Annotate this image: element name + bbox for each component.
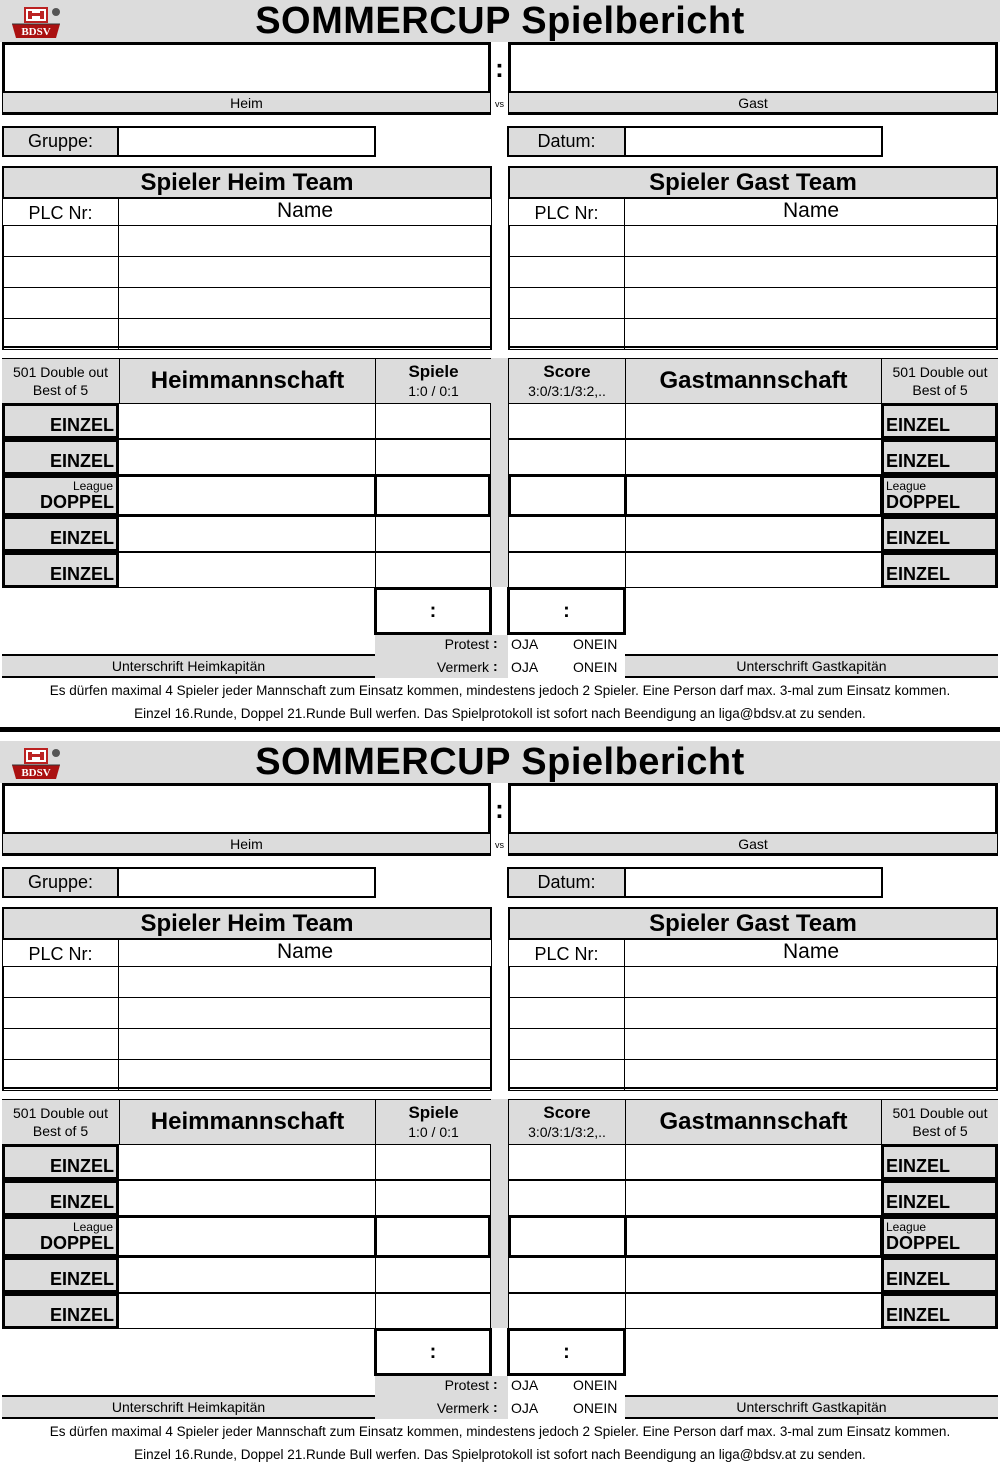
vermerk-no-option[interactable]: ONEIN [573, 659, 618, 675]
score-title: Score [543, 1102, 591, 1122]
datum-field[interactable] [624, 126, 883, 157]
match-type: EINZEL [886, 564, 951, 584]
home-match-player-cell[interactable] [117, 439, 376, 475]
vermerk-label: Vermerk [436, 1400, 489, 1416]
match-type: DOPPEL [39, 492, 114, 512]
home-player-name-cell[interactable] [118, 1028, 492, 1060]
home-players-header: Spieler Heim Team [2, 166, 492, 199]
guest-match-player-cell[interactable] [625, 1293, 882, 1329]
guest-match-player-cell[interactable] [625, 403, 882, 439]
form-title: SOMMERCUP Spielbericht [255, 0, 745, 42]
match-type: EINZEL [49, 451, 114, 471]
match-type: EINZEL [886, 1156, 951, 1176]
guest-format-label [881, 358, 998, 403]
guest-plc-header: PLC Nr: [508, 198, 625, 226]
middle-separator [491, 358, 508, 587]
guest-match-type-label [881, 439, 998, 475]
home-match-type-label [2, 403, 119, 439]
home-games-cell[interactable] [375, 403, 491, 439]
home-games-cell[interactable] [375, 1257, 491, 1293]
guest-player-name-cell[interactable] [624, 256, 998, 288]
home-player-name-cell[interactable] [118, 966, 492, 998]
match-type: EINZEL [49, 1269, 114, 1289]
datum-field[interactable] [624, 867, 883, 898]
format-line1: 501 Double out [13, 363, 108, 380]
home-match-player-cell[interactable] [117, 1144, 376, 1180]
guest-match-player-cell[interactable] [625, 1180, 882, 1216]
home-player-plc-cell[interactable] [2, 225, 119, 257]
home-player-plc-cell[interactable] [2, 1028, 119, 1060]
league-label: League [72, 479, 113, 493]
heim-label: Heim [2, 833, 491, 856]
match-type: EINZEL [49, 528, 114, 548]
gastmannschaft-header: Gastmannschaft [625, 1099, 881, 1144]
home-players-header: Spieler Heim Team [2, 907, 492, 940]
guest-match-type-label [881, 1257, 998, 1293]
gruppe-field[interactable] [117, 867, 376, 898]
guest-score-cell[interactable] [508, 1144, 626, 1180]
guest-format-label [881, 1099, 998, 1144]
guest-match-player-cell[interactable] [625, 439, 882, 475]
format-line2: Best of 5 [912, 1122, 968, 1139]
home-match-type-label [2, 1144, 119, 1180]
guest-player-plc-cell[interactable] [508, 966, 625, 998]
team-separator-colon: : [495, 793, 504, 824]
home-games-cell[interactable] [375, 1216, 491, 1257]
spiele-header [375, 358, 491, 403]
format-line2: Best of 5 [32, 381, 89, 398]
guest-match-player-cell[interactable] [625, 1216, 882, 1257]
guest-score-cell[interactable] [508, 403, 626, 439]
guest-match-type-label [881, 516, 998, 552]
home-signature-label: Unterschrift Heimkapitän [2, 1397, 375, 1419]
total-colon: : [563, 1340, 570, 1363]
home-team-name-field[interactable] [2, 42, 491, 94]
match-type: EINZEL [49, 1192, 114, 1212]
protest-label: Protest [444, 1377, 489, 1393]
gruppe-field[interactable] [117, 126, 376, 157]
guest-player-plc-cell[interactable] [508, 1028, 625, 1060]
home-player-plc-cell[interactable] [2, 997, 119, 1029]
home-match-player-cell[interactable] [117, 516, 376, 552]
guest-player-plc-cell[interactable] [508, 225, 625, 257]
score-header [508, 1099, 625, 1144]
home-games-cell[interactable] [375, 516, 491, 552]
home-match-type-label [2, 552, 119, 588]
protest-label: Protest [444, 636, 489, 652]
match-type: EINZEL [886, 1305, 951, 1325]
home-team-name-field[interactable] [2, 783, 491, 835]
guest-team-name-field[interactable] [508, 783, 998, 835]
protest-yes-option[interactable]: OJA [511, 1377, 539, 1393]
heim-label: Heim [2, 92, 491, 115]
guest-player-plc-cell[interactable] [508, 256, 625, 288]
guest-match-type-label [881, 403, 998, 439]
guest-score-cell[interactable] [508, 1216, 626, 1257]
vermerk-no-option[interactable]: ONEIN [573, 1400, 618, 1416]
vermerk-colon: : [493, 658, 498, 674]
format-line2: Best of 5 [32, 1122, 89, 1139]
guest-name-header: Name [624, 939, 998, 967]
spiele-title: Spiele [408, 361, 459, 381]
guest-score-cell[interactable] [508, 516, 626, 552]
guest-players-header: Spieler Gast Team [508, 907, 998, 940]
home-match-player-cell[interactable] [117, 1216, 376, 1257]
vermerk-label: Vermerk [436, 659, 489, 675]
league-label: League [886, 1220, 927, 1234]
home-name-header: Name [118, 198, 492, 226]
match-type: EINZEL [886, 1269, 951, 1289]
vermerk-yes-option[interactable]: OJA [511, 1400, 539, 1416]
home-games-cell[interactable] [375, 552, 491, 588]
form-title: SOMMERCUP Spielbericht [255, 740, 745, 783]
home-match-player-cell[interactable] [117, 403, 376, 439]
home-games-cell[interactable] [375, 1180, 491, 1216]
total-colon: : [563, 599, 570, 622]
score-sub: 3:0/3:1/3:2,.. [528, 382, 606, 399]
home-total-field[interactable] [374, 1328, 492, 1376]
home-games-cell[interactable] [375, 1293, 491, 1329]
guest-player-plc-cell[interactable] [508, 997, 625, 1029]
datum-label: Datum: [507, 867, 626, 898]
spiele-sub: 1:0 / 0:1 [408, 1123, 459, 1140]
gast-label: Gast [508, 833, 998, 856]
guest-players-header: Spieler Gast Team [508, 166, 998, 199]
guest-match-type-label [881, 552, 998, 588]
heimmannschaft-header: Heimmannschaft [119, 1099, 375, 1144]
league-label: League [72, 1220, 113, 1234]
rules-line-1: Es dürfen maximal 4 Spieler jeder Mannschaft zum Einsatz kommen, mindestens jedoch 2 Spieler. Eine Person darf max. 3-mal zum Einsatz kommen. [49, 682, 951, 698]
guest-player-plc-cell[interactable] [508, 287, 625, 319]
vermerk-colon: : [493, 1399, 498, 1415]
home-match-type-label [2, 439, 119, 475]
match-report-form [0, 741, 1000, 1468]
home-match-player-cell[interactable] [117, 475, 376, 516]
guest-match-type-label [881, 475, 998, 516]
middle-separator [491, 1099, 508, 1328]
svg-text:BDSV: BDSV [21, 26, 51, 38]
match-type: EINZEL [49, 1156, 114, 1176]
guest-score-cell[interactable] [508, 1257, 626, 1293]
home-total-field[interactable] [374, 587, 492, 635]
home-plc-header: PLC Nr: [2, 939, 119, 967]
home-match-player-cell[interactable] [117, 552, 376, 588]
protest-no-option[interactable]: ONEIN [573, 1377, 618, 1393]
home-player-name-cell[interactable] [118, 225, 492, 257]
guest-signature-label: Unterschrift Gastkapitän [625, 1397, 998, 1419]
guest-team-name-field[interactable] [508, 42, 998, 94]
home-games-cell[interactable] [375, 1144, 491, 1180]
guest-total-field[interactable] [507, 587, 626, 635]
guest-player-name-cell[interactable] [624, 225, 998, 257]
format-line1: 501 Double out [892, 1104, 988, 1121]
guest-name-header: Name [624, 198, 998, 226]
protest-colon: : [493, 635, 498, 651]
match-type: DOPPEL [886, 492, 961, 512]
guest-match-type-label [881, 1216, 998, 1257]
gruppe-label: Gruppe: [2, 126, 119, 157]
match-type: EINZEL [49, 564, 114, 584]
format-line1: 501 Double out [892, 363, 988, 380]
match-type: EINZEL [49, 1305, 114, 1325]
guest-signature-label: Unterschrift Gastkapitän [625, 656, 998, 678]
total-colon: : [429, 599, 437, 622]
guest-score-cell[interactable] [508, 552, 626, 588]
total-colon: : [429, 1340, 437, 1363]
home-plc-header: PLC Nr: [2, 198, 119, 226]
league-label: League [886, 479, 927, 493]
home-match-player-cell[interactable] [117, 1257, 376, 1293]
home-player-name-cell[interactable] [118, 997, 492, 1029]
home-games-cell[interactable] [375, 475, 491, 516]
home-match-type-label [2, 475, 119, 516]
vs-label: vs [495, 98, 504, 109]
match-report-form [0, 0, 1000, 727]
rules-line-2: Einzel 16.Runde, Doppel 21.Runde Bull werfen. Das Spielprotokoll ist sofort nach Beendigung an liga@bdsv.at zu senden. [134, 705, 866, 721]
gastmannschaft-header: Gastmannschaft [625, 358, 881, 403]
guest-plc-header: PLC Nr: [508, 939, 625, 967]
guest-match-type-label [881, 1293, 998, 1329]
team-separator-colon: : [495, 52, 504, 83]
spiele-sub: 1:0 / 0:1 [408, 382, 459, 399]
match-type: EINZEL [886, 528, 951, 548]
match-type: DOPPEL [39, 1233, 114, 1253]
guest-score-cell[interactable] [508, 439, 626, 475]
home-format-label [2, 358, 119, 403]
home-player-name-cell[interactable] [118, 256, 492, 288]
home-player-name-cell[interactable] [118, 287, 492, 319]
home-player-plc-cell[interactable] [2, 966, 119, 998]
guest-player-name-cell[interactable] [624, 1028, 998, 1060]
home-name-header: Name [118, 939, 492, 967]
gast-label: Gast [508, 92, 998, 115]
gruppe-label: Gruppe: [2, 867, 119, 898]
vs-label: vs [495, 839, 504, 850]
home-player-plc-cell[interactable] [2, 256, 119, 288]
home-match-type-label [2, 1257, 119, 1293]
score-sub: 3:0/3:1/3:2,.. [528, 1123, 606, 1140]
guest-match-player-cell[interactable] [625, 475, 882, 516]
spiele-header [375, 1099, 491, 1144]
guest-match-type-label [881, 1180, 998, 1216]
guest-player-name-cell[interactable] [624, 997, 998, 1029]
home-match-type-label [2, 1180, 119, 1216]
guest-match-player-cell[interactable] [625, 1144, 882, 1180]
guest-match-type-label [881, 1144, 998, 1180]
match-type: EINZEL [49, 415, 114, 435]
match-type: DOPPEL [886, 1233, 961, 1253]
match-type: EINZEL [886, 415, 951, 435]
home-signature-label: Unterschrift Heimkapitän [2, 656, 375, 678]
form-divider [0, 727, 1000, 732]
score-header [508, 358, 625, 403]
protest-no-option[interactable]: ONEIN [573, 636, 618, 652]
protest-yes-option[interactable]: OJA [511, 636, 539, 652]
datum-label: Datum: [507, 126, 626, 157]
home-match-player-cell[interactable] [117, 1180, 376, 1216]
guest-score-cell[interactable] [508, 475, 626, 516]
protest-colon: : [493, 1376, 498, 1392]
guest-player-name-cell[interactable] [624, 966, 998, 998]
spiele-title: Spiele [408, 1102, 459, 1122]
match-type: EINZEL [886, 451, 951, 471]
score-title: Score [543, 361, 591, 381]
format-line1: 501 Double out [13, 1104, 108, 1121]
guest-match-player-cell[interactable] [625, 1257, 882, 1293]
home-format-label [2, 1099, 119, 1144]
home-match-type-label [2, 1293, 119, 1329]
guest-score-cell[interactable] [508, 1180, 626, 1216]
home-match-type-label [2, 516, 119, 552]
rules-line-2: Einzel 16.Runde, Doppel 21.Runde Bull werfen. Das Spielprotokoll ist sofort nach Beendigung an liga@bdsv.at zu senden. [134, 1446, 866, 1462]
match-type: EINZEL [886, 1192, 951, 1212]
guest-match-player-cell[interactable] [625, 516, 882, 552]
guest-total-field[interactable] [507, 1328, 626, 1376]
home-games-cell[interactable] [375, 439, 491, 475]
svg-text:BDSV: BDSV [21, 767, 51, 779]
guest-match-player-cell[interactable] [625, 552, 882, 588]
format-line2: Best of 5 [912, 381, 968, 398]
guest-player-name-cell[interactable] [624, 287, 998, 319]
rules-line-1: Es dürfen maximal 4 Spieler jeder Mannschaft zum Einsatz kommen, mindestens jedoch 2 Spieler. Eine Person darf max. 3-mal zum Einsatz kommen. [49, 1423, 951, 1439]
home-player-plc-cell[interactable] [2, 287, 119, 319]
guest-score-cell[interactable] [508, 1293, 626, 1329]
home-match-type-label [2, 1216, 119, 1257]
vermerk-yes-option[interactable]: OJA [511, 659, 539, 675]
home-match-player-cell[interactable] [117, 1293, 376, 1329]
heimmannschaft-header: Heimmannschaft [119, 358, 375, 403]
